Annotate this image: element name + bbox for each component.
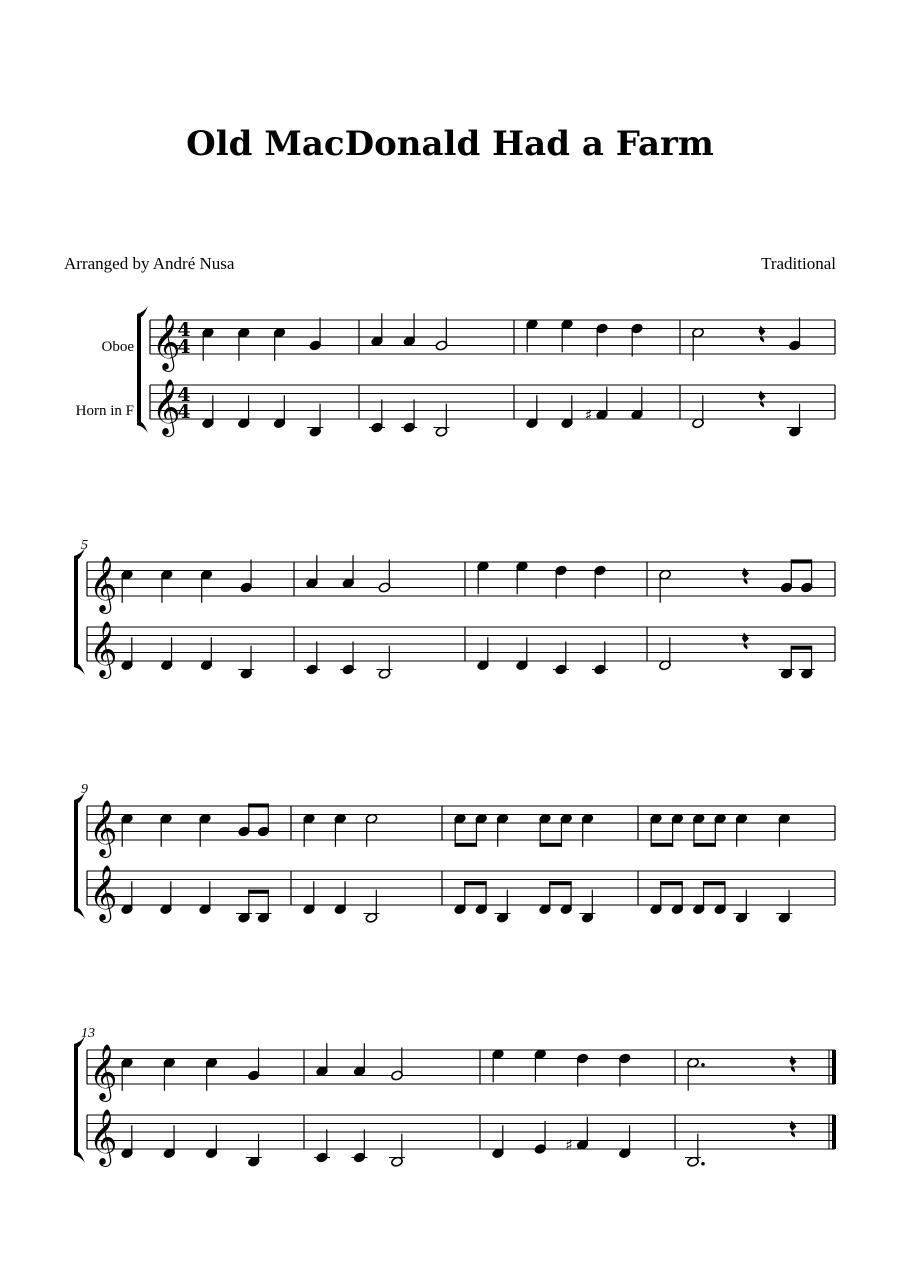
eighth-beam: [455, 843, 477, 847]
treble-clef: 𝄞: [89, 1109, 118, 1165]
system-1: [137, 306, 835, 437]
system-4: [74, 1026, 836, 1167]
treble-clef: 𝄞: [89, 556, 118, 612]
oboe-staff: [87, 1043, 836, 1102]
eighth-beam: [248, 890, 269, 894]
time-sig-denominator: 4: [177, 401, 191, 423]
dot: [701, 1162, 705, 1166]
treble-clef: 𝄞: [89, 1044, 118, 1100]
eighth-beam: [693, 843, 716, 847]
system-bracket: [137, 314, 141, 425]
eighth-beam: [464, 881, 486, 885]
oboe-staff-label: Oboe: [101, 339, 134, 355]
treble-clef: 𝄞: [152, 379, 181, 435]
eighth-beam: [791, 559, 812, 563]
eighth-beam: [549, 881, 571, 885]
oboe-staff: [87, 555, 835, 614]
score-title: Old MacDonald Had a Farm: [186, 124, 714, 164]
system-bracket: [74, 1044, 78, 1155]
treble-clef: 𝄞: [89, 865, 118, 921]
horn-staff-label: Horn in F: [75, 403, 134, 419]
eighth-beam: [540, 843, 562, 847]
measure-number: 9: [81, 782, 88, 797]
horn-staff: [87, 865, 835, 923]
eighth-beam: [703, 881, 726, 885]
sharp-accidental: ♯: [565, 1135, 573, 1154]
eighth-beam: [651, 843, 674, 847]
composer-credit: Traditional: [761, 254, 836, 273]
system-bracket: [74, 556, 78, 667]
arranger-credit: Arranged by André Nusa: [64, 254, 235, 273]
measure-number: 13: [81, 1026, 95, 1041]
horn-staff: [150, 379, 835, 437]
final-barline: [832, 1115, 836, 1149]
system-2: [74, 538, 835, 679]
oboe-staff: [150, 313, 835, 372]
oboe-staff: [87, 800, 835, 858]
horn-staff: [87, 621, 835, 679]
dot: [701, 1063, 705, 1067]
eighth-beam: [791, 646, 812, 650]
eighth-beam: [248, 803, 269, 807]
treble-clef: 𝄞: [152, 314, 181, 370]
horn-staff: [87, 1109, 836, 1167]
time-sig-denominator: 4: [177, 336, 191, 358]
sharp-accidental: ♯: [585, 405, 593, 424]
time-sig-numerator: 4: [177, 384, 191, 406]
treble-clef: 𝄞: [89, 621, 118, 677]
system-bracket: [74, 800, 78, 911]
system-3: [74, 782, 835, 923]
time-sig-numerator: 4: [177, 319, 191, 341]
final-barline: [832, 1050, 836, 1084]
measure-number: 5: [81, 538, 88, 553]
treble-clef: 𝄞: [89, 800, 118, 856]
eighth-beam: [660, 881, 683, 885]
